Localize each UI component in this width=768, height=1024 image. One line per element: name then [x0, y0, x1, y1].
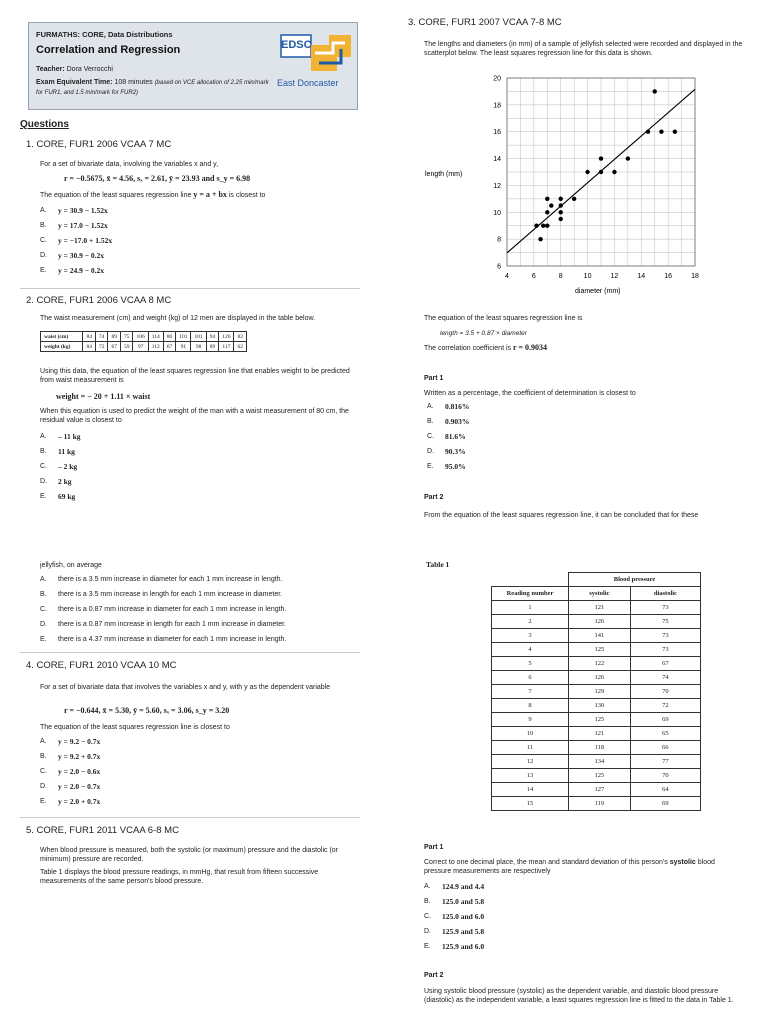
option-text: 125.9 and 5.8 — [442, 927, 485, 936]
answer-option[interactable] — [40, 590, 286, 599]
table-row — [492, 671, 701, 685]
answer-option[interactable] — [427, 432, 469, 441]
y-tick-label: 18 — [493, 102, 501, 110]
table-row — [492, 699, 701, 713]
data-point — [673, 130, 677, 134]
option-text: 125.0 and 5.8 — [442, 897, 485, 906]
diastolic-cell: 65 — [630, 727, 700, 741]
reading-number-cell: 7 — [492, 685, 569, 699]
q5-heading: 5. CORE, FUR1 2011 VCAA 6-8 MC — [26, 825, 179, 836]
answer-option[interactable] — [40, 477, 81, 486]
systolic-cell: 125 — [569, 713, 631, 727]
weight-cell: 117 — [219, 342, 234, 352]
diastolic-cell: 69 — [630, 797, 700, 811]
diastolic-cell: 74 — [630, 671, 700, 685]
questions-heading: Questions — [20, 119, 69, 130]
option-text: – 2 kg — [58, 462, 78, 471]
reading-number-cell: 10 — [492, 727, 569, 741]
q3-part2-question: From the equation of the least squares regression line, it can be concluded that for these — [424, 512, 699, 519]
option-text: there is a 0.87 mm increase in length for each 1 mm increase in diameter. — [58, 621, 286, 628]
option-letter: D. — [40, 478, 47, 485]
q4-options — [40, 737, 100, 812]
reading-number-cell: 14 — [492, 783, 569, 797]
y-tick-label: 14 — [493, 156, 501, 164]
option-text: 125.9 and 6.0 — [442, 942, 485, 951]
answer-option[interactable] — [40, 575, 286, 584]
answer-option[interactable] — [427, 462, 469, 471]
data-point — [559, 217, 563, 221]
answer-option[interactable] — [424, 942, 484, 951]
data-point — [559, 210, 563, 214]
q4-intro: For a set of bivariate data that involves the variables x and y, with y as the dependent variable — [40, 684, 331, 691]
reading-number-cell: 5 — [492, 657, 569, 671]
q3-eq: length = 3.5 + 0.87 × diameter — [440, 330, 527, 337]
table-row — [492, 741, 701, 755]
x-tick-label: 8 — [558, 273, 563, 280]
option-letter: D. — [40, 621, 47, 628]
weight-cell: 84 — [83, 342, 96, 352]
table-row — [492, 601, 701, 615]
data-point — [599, 170, 603, 174]
x-tick-label: 6 — [531, 273, 536, 280]
q2-options — [40, 432, 81, 507]
reading-number-cell: 8 — [492, 699, 569, 713]
q3-part2-options — [40, 575, 286, 650]
systolic-cell: 125 — [569, 643, 631, 657]
data-point — [659, 130, 663, 134]
answer-option[interactable] — [40, 221, 112, 230]
data-point — [549, 203, 553, 207]
q3-eq-intro: The equation of the least squares regression line is — [424, 315, 583, 322]
weight-cell: 98 — [191, 342, 206, 352]
diastolic-cell: 77 — [630, 755, 700, 769]
option-text: there is a 4.37 mm increase in diameter for each 1 mm increase in length. — [58, 636, 287, 643]
data-point — [653, 89, 657, 93]
y-tick-label: 6 — [497, 263, 501, 271]
option-letter: C. — [424, 913, 431, 920]
x-tick-label: 4 — [505, 273, 509, 280]
x-tick-label: 16 — [664, 273, 673, 280]
waist-cell: 80 — [163, 332, 176, 342]
q5-part2-question: Using systolic blood pressure (systolic) as the dependent variable, and diastolic blood pressure (diastolic) as the independent variable, a least squares regression line is fitted to the data in Table 1. — [424, 988, 734, 1004]
data-point — [559, 203, 563, 207]
jellyfish-scatterplot — [425, 68, 715, 300]
diastolic-cell: 70 — [630, 685, 700, 699]
diastolic-cell: 66 — [630, 741, 700, 755]
answer-option[interactable] — [40, 206, 112, 215]
q3-part1-options — [427, 402, 469, 477]
x-tick-label: 14 — [637, 273, 646, 280]
data-point — [559, 197, 563, 201]
weight-cell: 59 — [120, 342, 133, 352]
x-tick-label: 12 — [610, 273, 619, 280]
waist-cell: 82 — [234, 332, 247, 342]
waist-cell: 84 — [83, 332, 96, 342]
diastolic-cell: 73 — [630, 643, 700, 657]
answer-option[interactable] — [40, 635, 286, 644]
systolic-cell: 118 — [569, 741, 631, 755]
school-logo — [279, 31, 353, 95]
option-letter: E. — [40, 493, 47, 500]
teacher-line: Teacher: Dora Verrocchi — [36, 66, 113, 73]
option-text: 0.903% — [445, 417, 470, 426]
option-letter: E. — [40, 636, 47, 643]
option-letter: D. — [424, 928, 431, 935]
answer-option[interactable] — [427, 402, 469, 411]
diastolic-cell: 72 — [630, 699, 700, 713]
option-text: 81.6% — [445, 432, 466, 441]
answer-option[interactable] — [40, 752, 100, 761]
option-letter: A. — [424, 883, 431, 890]
systolic-cell: 126 — [569, 615, 631, 629]
option-text: 2 kg — [58, 477, 72, 486]
q2-equation: weight = − 20 + 1.11 × waist — [56, 392, 151, 401]
q3-intro: The lengths and diameters (in mm) of a sample of jellyfish selected were recorded and displayed in the scatterplot below. The least squares regression line for this data is shown. — [424, 41, 743, 57]
data-point — [541, 224, 545, 228]
q2-para: Using this data, the equation of the least squares regression line that enables weight to be predicted from waist measurement is — [40, 368, 350, 384]
bp-group-header: Blood pressure — [569, 573, 701, 587]
y-tick-label: 10 — [493, 209, 501, 217]
option-letter: E. — [40, 267, 47, 274]
answer-option[interactable] — [40, 605, 286, 614]
weight-cell: 72 — [95, 342, 108, 352]
weight-cell: 112 — [148, 342, 163, 352]
q3-corr: The correlation coefficient is r = 0.9034 — [424, 343, 547, 352]
q3-part1-question: Written as a percentage, the coefficient of determination is closest to — [424, 390, 636, 397]
reading-number-cell: 12 — [492, 755, 569, 769]
data-point — [534, 224, 538, 228]
data-point — [545, 210, 549, 214]
y-axis-label: length (mm) — [425, 171, 463, 178]
option-text: y = 24.9 − 0.2x — [58, 266, 105, 275]
answer-option[interactable] — [40, 462, 81, 471]
option-letter: C. — [427, 433, 434, 440]
systolic-cell: 130 — [569, 699, 631, 713]
weight-cell: 89 — [206, 342, 219, 352]
q3-continuation: jellyfish, on average — [40, 562, 102, 569]
option-text: y = 17.0 − 1.52x — [58, 221, 108, 230]
answer-option[interactable] — [424, 912, 484, 921]
q5-para2: Table 1 displays the blood pressure readings, in mmHg, that result from fifteen successive measurements of the same person's blood pressure. — [40, 869, 319, 885]
option-text: y = 9.2 + 0.7x — [58, 752, 101, 761]
diastolic-cell: 73 — [630, 601, 700, 615]
q3-part2-title: Part 2 — [424, 494, 444, 501]
systolic-cell: 141 — [569, 629, 631, 643]
y-tick-label: 8 — [497, 236, 501, 244]
divider — [20, 652, 360, 653]
option-letter: C. — [40, 237, 47, 244]
data-point — [646, 130, 650, 134]
q5-para1: When blood pressure is measured, both the systolic (or maximum) pressure and the diastolic (or minimum) pressure are recorded. — [40, 847, 339, 863]
q2-heading: 2. CORE, FUR1 2006 VCAA 8 MC — [26, 295, 172, 306]
option-letter: B. — [40, 753, 47, 760]
answer-option[interactable] — [40, 620, 286, 629]
data-points — [534, 89, 677, 241]
option-text: y = −17.0 + 1.52x — [58, 236, 113, 245]
waist-cell: 75 — [120, 332, 133, 342]
table-1-title: Table 1 — [426, 560, 450, 569]
diastolic-cell: 75 — [630, 615, 700, 629]
option-letter: E. — [427, 463, 434, 470]
option-text: 95.0% — [445, 462, 466, 471]
systolic-cell: 134 — [569, 755, 631, 769]
reading-number-cell: 15 — [492, 797, 569, 811]
reading-number-cell: 13 — [492, 769, 569, 783]
y-tick-label: 16 — [493, 129, 501, 137]
q1-options — [40, 206, 112, 281]
logo-text-top: EDSC — [281, 39, 312, 51]
diastolic-cell: 70 — [630, 769, 700, 783]
answer-option[interactable] — [40, 251, 112, 260]
systolic-cell: 121 — [569, 601, 631, 615]
y-tick-label: 12 — [493, 182, 501, 190]
q1-intro: For a set of bivariate data, involving the variables x and y, — [40, 161, 219, 168]
q3-heading: 3. CORE, FUR1 2007 VCAA 7-8 MC — [408, 17, 562, 28]
diastolic-cell: 64 — [630, 783, 700, 797]
data-point — [585, 170, 589, 174]
reading-number-cell: 11 — [492, 741, 569, 755]
data-point — [626, 156, 630, 160]
option-text: y = 30.9 − 1.52x — [58, 206, 108, 215]
q5-part1-question: Correct to one decimal place, the mean and standard deviation of this person's systolic blood pressure measurements are respectively — [424, 859, 715, 875]
diastolic-cell: 73 — [630, 629, 700, 643]
option-letter: D. — [40, 252, 47, 259]
option-letter: B. — [40, 448, 47, 455]
diastolic-cell: 67 — [630, 657, 700, 671]
reading-number-cell: 2 — [492, 615, 569, 629]
systolic-cell: 121 — [569, 727, 631, 741]
option-text: 90.3% — [445, 447, 466, 456]
q5-part2-title: Part 2 — [424, 972, 444, 979]
answer-option[interactable] — [40, 492, 81, 501]
systolic-cell: 127 — [569, 783, 631, 797]
x-tick-label: 18 — [691, 273, 699, 280]
q4-prompt: The equation of the least squares regression line is closest to — [40, 724, 230, 731]
reading-number-cell: 6 — [492, 671, 569, 685]
divider — [20, 288, 360, 289]
table-row — [492, 629, 701, 643]
systolic-cell: 119 — [569, 797, 631, 811]
option-text: 0.816% — [445, 402, 470, 411]
weight-cell: 62 — [234, 342, 247, 352]
page-title: Correlation and Regression — [36, 44, 181, 56]
option-text: there is a 0.87 mm increase in diameter for each 1 mm increase in length. — [58, 606, 287, 613]
option-letter: A. — [40, 207, 47, 214]
table-row — [492, 783, 701, 797]
answer-option[interactable] — [40, 447, 81, 456]
option-text: y = 2.0 + 0.7x — [58, 797, 101, 806]
waist-cell: 74 — [95, 332, 108, 342]
y-tick-label: 20 — [493, 75, 501, 83]
weight-cell: 91 — [176, 342, 191, 352]
option-letter: B. — [424, 898, 431, 905]
table-row — [492, 657, 701, 671]
answer-option[interactable] — [40, 432, 81, 441]
answer-option[interactable] — [40, 767, 100, 776]
reading-number-cell: 3 — [492, 629, 569, 643]
course-title: FURMATHS: CORE, Data Distributions — [36, 30, 173, 39]
col-reading-number: Reading number — [492, 587, 569, 601]
answer-option[interactable] — [40, 266, 112, 275]
weight-cell: 67 — [108, 342, 121, 352]
answer-option[interactable] — [427, 447, 469, 456]
table-row — [492, 643, 701, 657]
data-point — [538, 237, 542, 241]
systolic-cell: 126 — [569, 671, 631, 685]
option-letter: B. — [40, 222, 47, 229]
option-letter: B. — [427, 418, 434, 425]
q1-prompt: The equation of the least squares regression line y = a + bx is closest to — [40, 190, 266, 199]
q2-intro: The waist measurement (cm) and weight (kg) of 12 men are displayed in the table below. — [40, 315, 316, 322]
data-point — [545, 197, 549, 201]
option-letter: D. — [427, 448, 434, 455]
data-point — [599, 156, 603, 160]
option-text: y = 30.9 − 0.2x — [58, 251, 105, 260]
q4-heading: 4. CORE, FUR1 2010 VCAA 10 MC — [26, 660, 177, 671]
col-diastolic: diastolic — [630, 587, 700, 601]
q2-question: When this equation is used to predict the weight of the man with a waist measurement of 80 cm, the residual value is closest to — [40, 408, 349, 424]
option-text: y = 2.0 − 0.6x — [58, 767, 101, 776]
waist-cell: 114 — [148, 332, 163, 342]
option-text: there is a 3.5 mm increase in length for each 1 mm increase in diameter. — [58, 591, 283, 598]
waist-cell: 126 — [219, 332, 234, 342]
answer-option[interactable] — [40, 782, 100, 791]
option-text: 125.0 and 6.0 — [442, 912, 485, 921]
data-point — [572, 197, 576, 201]
blood-pressure-table — [491, 572, 701, 811]
waist-cell: 106 — [133, 332, 148, 342]
answer-option[interactable] — [40, 236, 112, 245]
table-row — [492, 713, 701, 727]
option-letter: E. — [424, 943, 431, 950]
q4-stats: r = −0.644, x̄ = 5.30, ȳ = 5.60, sₓ = 3.06, s_y = 3.20 — [64, 706, 230, 715]
option-text: y = 9.2 − 0.7x — [58, 737, 101, 746]
q5-part1-title: Part 1 — [424, 844, 444, 851]
weight-cell: 67 — [163, 342, 176, 352]
option-letter: B. — [40, 591, 47, 598]
option-text: 124.9 and 4.4 — [442, 882, 485, 891]
option-letter: A. — [427, 403, 434, 410]
weight-label: weight (kg) — [41, 342, 83, 352]
answer-option[interactable] — [40, 797, 100, 806]
answer-option[interactable] — [424, 882, 484, 891]
table-row — [492, 769, 701, 783]
diastolic-cell: 69 — [630, 713, 700, 727]
q1-stats: r = −0.5675, x̄ = 4.56, sₓ = 2.61, ȳ = 23.93 and s_y = 6.98 — [64, 174, 251, 183]
x-tick-label: 10 — [583, 273, 592, 280]
table-row — [492, 755, 701, 769]
waist-cell: 101 — [176, 332, 191, 342]
systolic-cell: 129 — [569, 685, 631, 699]
divider — [20, 817, 360, 818]
exam-time: Exam Equivalent Time: 108 minutes (based on VCE allocation of 2.25 min/mark for FUR1, and 1.5 min/mark for FUR2) — [36, 79, 269, 96]
col-systolic: systolic — [569, 587, 631, 601]
option-text: there is a 3.5 mm increase in diameter for each 1 mm increase in length. — [58, 576, 283, 583]
reading-number-cell: 4 — [492, 643, 569, 657]
option-letter: A. — [40, 738, 47, 745]
table-row — [492, 727, 701, 741]
q5-part1-options — [424, 882, 484, 957]
option-letter: C. — [40, 606, 47, 613]
weight-cell: 97 — [133, 342, 148, 352]
waist-cell: 89 — [108, 332, 121, 342]
option-letter: C. — [40, 768, 47, 775]
answer-option[interactable] — [427, 417, 469, 426]
option-letter: D. — [40, 783, 47, 790]
option-text: y = 2.0 − 0.7x — [58, 782, 101, 791]
answer-option[interactable] — [40, 737, 100, 746]
answer-option[interactable] — [424, 897, 484, 906]
waist-label: waist (cm) — [41, 332, 83, 342]
reading-number-cell: 9 — [492, 713, 569, 727]
q3-part1-title: Part 1 — [424, 375, 444, 382]
reading-number-cell: 1 — [492, 601, 569, 615]
option-text: – 11 kg — [58, 432, 81, 441]
data-point — [612, 170, 616, 174]
waist-weight-table — [40, 331, 247, 352]
waist-cell: 101 — [191, 332, 206, 342]
option-letter: C. — [40, 463, 47, 470]
option-letter: A. — [40, 576, 47, 583]
q1-heading: 1. CORE, FUR1 2006 VCAA 7 MC — [26, 139, 172, 150]
option-text: 11 kg — [58, 447, 75, 456]
option-letter: A. — [40, 433, 47, 440]
waist-cell: 94 — [206, 332, 219, 342]
systolic-cell: 125 — [569, 769, 631, 783]
answer-option[interactable] — [424, 927, 484, 936]
option-letter: E. — [40, 798, 47, 805]
table-row — [492, 797, 701, 811]
x-axis-label: diameter (mm) — [575, 288, 621, 295]
systolic-cell: 122 — [569, 657, 631, 671]
table-row — [492, 685, 701, 699]
logo-text-bottom: East Doncaster — [277, 78, 339, 88]
document-header — [28, 22, 358, 110]
table-row — [492, 615, 701, 629]
data-point — [545, 224, 549, 228]
option-text: 69 kg — [58, 492, 76, 501]
